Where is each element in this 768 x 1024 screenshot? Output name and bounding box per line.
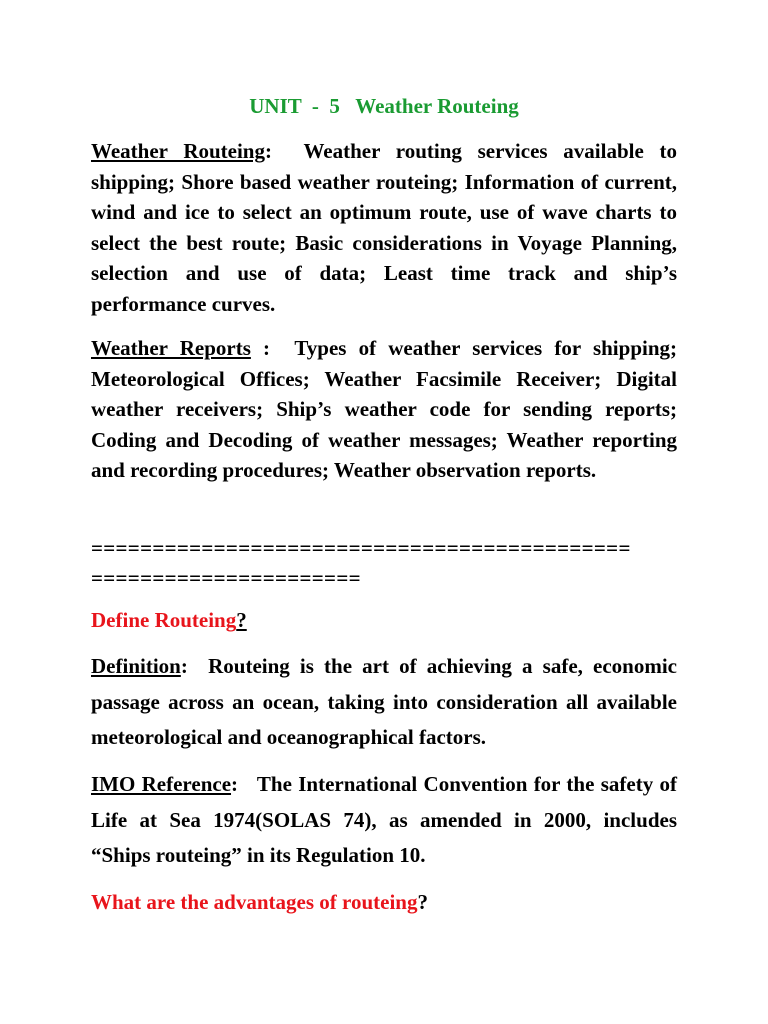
question-advantages-routeing: [91, 887, 677, 918]
imo-reference-text: The International Convention for the safety of Life at Sea 1974(SOLAS 74), as amended in 2000, includes “Ships routeing” in its Regulation 10.: [91, 772, 677, 868]
weather-routeing-heading: Weather Routeing: [91, 139, 265, 163]
separator-line-1: ============================================: [91, 536, 631, 560]
weather-reports-text: Types of weather services for shipping; Meteorological Offices; Weather Facsimile Receiver; Digital weather receivers; Ship’s weather code for sending reports; Coding and Decoding of weather messages; Weather reporting and recording procedures; Weather observation reports.: [91, 336, 677, 483]
weather-reports-colon: :: [250, 336, 271, 360]
question-define-routeing: [91, 605, 677, 636]
question-advantages-text: What are the advantages of routeing: [91, 890, 418, 914]
definition-colon: :: [180, 654, 188, 678]
definition-heading: Definition: [91, 654, 181, 678]
weather-reports-heading: Weather Reports: [91, 336, 251, 360]
page-title: [0, 94, 768, 119]
separator-line-2: ======================: [91, 566, 361, 590]
question-define-routeing-text: Define Routeing: [91, 608, 237, 632]
imo-reference-heading: IMO Reference: [91, 772, 232, 796]
question-advantages-mark: ?: [417, 890, 428, 914]
question-mark: ?: [236, 608, 247, 632]
definition-text: Routeing is the art of achieving a safe, economic passage across an ocean, taking into consideration all available meteorological and oceanographical factors.: [91, 654, 678, 750]
weather-routeing-text: Weather routing services available to shipping; Shore based weather routeing; Information of current, wind and ice to select an optimum route, use of wave charts to select the best route; Basic considerations in Voyage Planning, selection and use of data; Least time track and ship’s performance curves.: [91, 139, 677, 316]
imo-reference-colon: :: [231, 772, 239, 796]
weather-reports-paragraph: [91, 333, 677, 486]
weather-routeing-paragraph: [91, 136, 677, 320]
page-title-text: UNIT - 5 Weather Routeing: [249, 94, 519, 118]
definition-paragraph: [91, 649, 677, 756]
imo-reference-paragraph: [91, 767, 677, 874]
weather-routeing-colon: :: [265, 139, 272, 163]
